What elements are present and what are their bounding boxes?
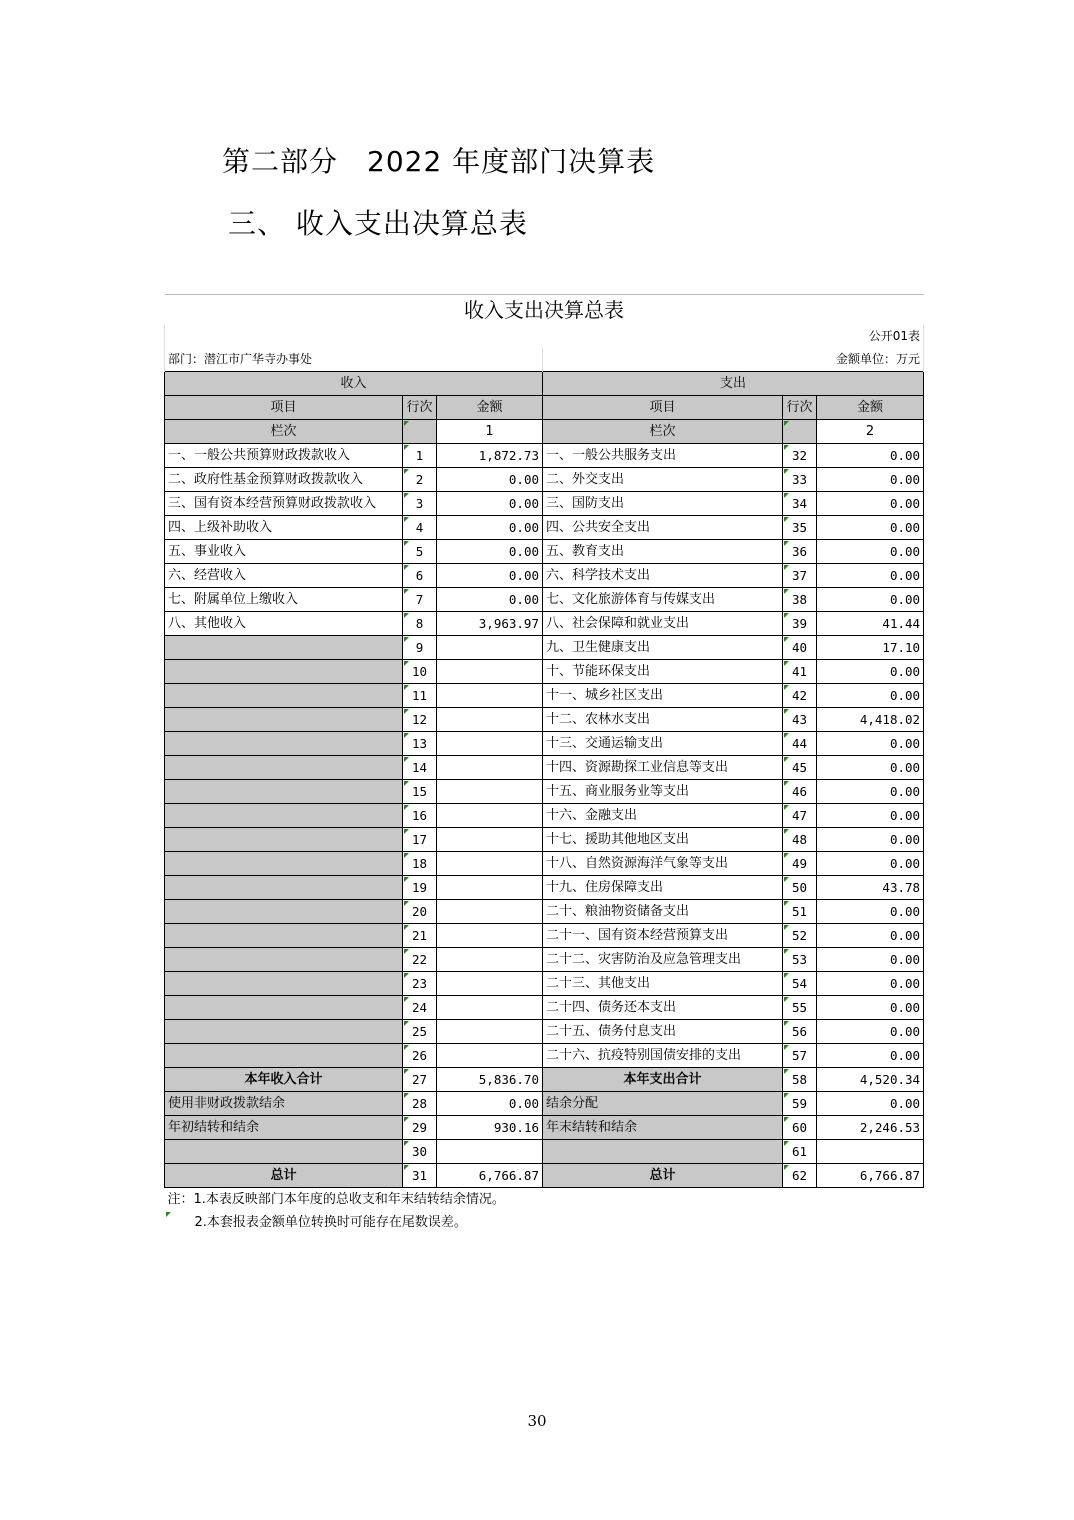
expense-item: 四、公共安全支出	[543, 516, 783, 540]
expense-amount: 0.00	[817, 852, 924, 876]
expense-amount: 4,418.02	[817, 708, 924, 732]
income-item: 四、上级补助收入	[165, 516, 403, 540]
income-amount	[437, 1044, 543, 1068]
table-row	[165, 876, 924, 900]
expense-line-no: 35	[783, 516, 817, 540]
expense-line-no: 48	[783, 828, 817, 852]
expense-amount: 0.00	[817, 1020, 924, 1044]
table-row	[165, 708, 924, 732]
expense-summary-line-no: 59	[783, 1092, 817, 1116]
table-row	[165, 564, 924, 588]
income-amount	[437, 660, 543, 684]
expense-amount: 0.00	[817, 684, 924, 708]
expense-lanci-label: 栏次	[543, 420, 783, 444]
expense-amount: 0.00	[817, 1044, 924, 1068]
expense-line-no: 52	[783, 924, 817, 948]
table-row	[165, 516, 924, 540]
expense-line-header: 行次	[783, 396, 817, 420]
income-line-no: 25	[403, 1020, 437, 1044]
income-summary-line-no: 29	[403, 1116, 437, 1140]
expense-line-no: 54	[783, 972, 817, 996]
table-row	[165, 444, 924, 468]
table-note: 注：1.本表反映部门本年度的总收支和年末结转结余情况。	[167, 1192, 505, 1207]
expense-amount: 0.00	[817, 516, 924, 540]
table-row	[165, 900, 924, 924]
income-line-no: 1	[403, 444, 437, 468]
table-row	[165, 852, 924, 876]
expense-summary-line-no: 61	[783, 1140, 817, 1164]
income-amount	[437, 1020, 543, 1044]
table-row	[165, 660, 924, 684]
table-row	[165, 996, 924, 1020]
income-line-no: 14	[403, 756, 437, 780]
table-row	[165, 756, 924, 780]
table-row	[165, 684, 924, 708]
table-row	[165, 540, 924, 564]
expense-amount: 17.10	[817, 636, 924, 660]
table-row	[165, 972, 924, 996]
expense-item: 二十、粮油物资储备支出	[543, 900, 783, 924]
expense-item: 二十二、灾害防治及应急管理支出	[543, 948, 783, 972]
summary-row	[165, 1068, 924, 1092]
income-item: 一、一般公共预算财政拨款收入	[165, 444, 403, 468]
income-line-header: 行次	[403, 396, 437, 420]
expense-item: 十四、资源勘探工业信息等支出	[543, 756, 783, 780]
income-item-header: 项目	[165, 396, 403, 420]
expense-summary-amount: 0.00	[817, 1092, 924, 1116]
income-summary-item: 本年收入合计	[165, 1068, 403, 1092]
expense-item: 一、一般公共服务支出	[543, 444, 783, 468]
income-amount: 0.00	[437, 492, 543, 516]
income-line-no: 6	[403, 564, 437, 588]
income-item	[165, 804, 403, 828]
income-line-no: 7	[403, 588, 437, 612]
expense-line-no: 42	[783, 684, 817, 708]
income-summary-item: 年初结转和结余	[165, 1116, 403, 1140]
expense-amount: 0.00	[817, 540, 924, 564]
income-item	[165, 852, 403, 876]
income-item	[165, 684, 403, 708]
expense-amount: 0.00	[817, 732, 924, 756]
expense-line-no: 39	[783, 612, 817, 636]
income-amount: 0.00	[437, 516, 543, 540]
expense-line-no: 40	[783, 636, 817, 660]
expense-item: 八、社会保障和就业支出	[543, 612, 783, 636]
income-item	[165, 732, 403, 756]
expense-summary-item: 结余分配	[543, 1092, 783, 1116]
expense-summary-item: 本年支出合计	[543, 1068, 783, 1092]
expense-line-no: 56	[783, 1020, 817, 1044]
expense-amount: 0.00	[817, 900, 924, 924]
income-amount	[437, 756, 543, 780]
income-line-no: 10	[403, 660, 437, 684]
income-item	[165, 756, 403, 780]
income-amount: 0.00	[437, 588, 543, 612]
expense-summary-line-no: 62	[783, 1164, 817, 1188]
expense-item: 二十一、国有资本经营预算支出	[543, 924, 783, 948]
income-line-no: 4	[403, 516, 437, 540]
income-item: 六、经营收入	[165, 564, 403, 588]
income-line-no: 9	[403, 636, 437, 660]
income-line-no: 12	[403, 708, 437, 732]
expense-amount: 41.44	[817, 612, 924, 636]
income-line-no: 23	[403, 972, 437, 996]
expense-line-no: 44	[783, 732, 817, 756]
income-item	[165, 828, 403, 852]
expense-line-no: 34	[783, 492, 817, 516]
expense-amount: 0.00	[817, 828, 924, 852]
table-row	[165, 612, 924, 636]
expense-item: 二十四、债务还本支出	[543, 996, 783, 1020]
income-line-no: 18	[403, 852, 437, 876]
income-amount	[437, 780, 543, 804]
table-row	[165, 468, 924, 492]
expense-item: 二十三、其他支出	[543, 972, 783, 996]
income-summary-line-no: 30	[403, 1140, 437, 1164]
income-amount	[437, 924, 543, 948]
income-summary-line-no: 31	[403, 1164, 437, 1188]
expense-line-no: 55	[783, 996, 817, 1020]
income-amount: 0.00	[437, 540, 543, 564]
income-item: 二、政府性基金预算财政拨款收入	[165, 468, 403, 492]
income-summary-item	[165, 1140, 403, 1164]
income-line-no: 11	[403, 684, 437, 708]
income-item	[165, 972, 403, 996]
income-amount: 3,963.97	[437, 612, 543, 636]
income-item	[165, 876, 403, 900]
income-column-number: 1	[437, 420, 543, 444]
expense-amount: 0.00	[817, 468, 924, 492]
expense-line-no: 43	[783, 708, 817, 732]
expense-amount: 0.00	[817, 444, 924, 468]
expense-item: 十五、商业服务业等支出	[543, 780, 783, 804]
income-amount	[437, 996, 543, 1020]
expense-summary-line-no: 60	[783, 1116, 817, 1140]
expense-amount: 0.00	[817, 588, 924, 612]
unit-label: 金额单位：万元	[543, 348, 924, 372]
expense-amount: 43.78	[817, 876, 924, 900]
expense-summary-amount: 6,766.87	[817, 1164, 924, 1188]
income-line-no: 19	[403, 876, 437, 900]
page-number: 30	[527, 1412, 547, 1430]
income-line-no: 3	[403, 492, 437, 516]
income-line-no: 21	[403, 924, 437, 948]
income-amount	[437, 804, 543, 828]
expense-line-no: 47	[783, 804, 817, 828]
expense-item: 十八、自然资源海洋气象等支出	[543, 852, 783, 876]
expense-line-no: 37	[783, 564, 817, 588]
income-amount	[437, 828, 543, 852]
expense-item: 十二、农林水支出	[543, 708, 783, 732]
expense-summary-item	[543, 1140, 783, 1164]
income-line-no: 17	[403, 828, 437, 852]
form-code: 公开01表	[165, 325, 924, 348]
income-amount: 1,872.73	[437, 444, 543, 468]
table-row	[165, 804, 924, 828]
expense-amount: 0.00	[817, 948, 924, 972]
expense-summary-item: 年末结转和结余	[543, 1116, 783, 1140]
income-amount	[437, 900, 543, 924]
summary-table	[164, 294, 924, 1234]
expense-item: 十九、住房保障支出	[543, 876, 783, 900]
income-lanci-label: 栏次	[165, 420, 403, 444]
expense-item: 二十五、债务付息支出	[543, 1020, 783, 1044]
table-row	[165, 1020, 924, 1044]
summary-row	[165, 1116, 924, 1140]
department-label: 部门：潜江市广华寺办事处	[165, 348, 543, 372]
income-summary-item: 使用非财政拨款结余	[165, 1092, 403, 1116]
income-item	[165, 1044, 403, 1068]
income-item	[165, 996, 403, 1020]
expense-item: 十七、援助其他地区支出	[543, 828, 783, 852]
expense-item: 十六、金融支出	[543, 804, 783, 828]
income-line-no: 20	[403, 900, 437, 924]
expense-amount: 0.00	[817, 564, 924, 588]
expense-amount: 0.00	[817, 924, 924, 948]
income-summary-amount: 5,836.70	[437, 1068, 543, 1092]
table-row	[165, 948, 924, 972]
income-summary-item: 总计	[165, 1164, 403, 1188]
section-heading: 三、 收入支出决算总表	[228, 207, 528, 240]
income-item	[165, 708, 403, 732]
income-line-no: 22	[403, 948, 437, 972]
expense-line-no: 41	[783, 660, 817, 684]
expense-amount: 0.00	[817, 780, 924, 804]
expense-line-no: 51	[783, 900, 817, 924]
table-row	[165, 588, 924, 612]
expense-item-header: 项目	[543, 396, 783, 420]
expense-item: 二十六、抗疫特别国债安排的支出	[543, 1044, 783, 1068]
income-summary-amount: 0.00	[437, 1092, 543, 1116]
income-item	[165, 780, 403, 804]
expense-line-no: 45	[783, 756, 817, 780]
income-line-no: 16	[403, 804, 437, 828]
income-amount	[437, 684, 543, 708]
expense-line-no: 46	[783, 780, 817, 804]
expense-line-no: 50	[783, 876, 817, 900]
expense-summary-amount: 2,246.53	[817, 1116, 924, 1140]
table-row	[165, 492, 924, 516]
expense-line-no: 32	[783, 444, 817, 468]
table-row	[165, 732, 924, 756]
income-amount	[437, 636, 543, 660]
summary-row	[165, 1164, 924, 1188]
income-amount	[437, 948, 543, 972]
income-amount	[437, 876, 543, 900]
income-item: 八、其他收入	[165, 612, 403, 636]
expense-item: 十一、城乡社区支出	[543, 684, 783, 708]
expense-summary-amount	[817, 1140, 924, 1164]
income-line-no: 2	[403, 468, 437, 492]
table-row	[165, 780, 924, 804]
table-row	[165, 828, 924, 852]
income-line-no: 13	[403, 732, 437, 756]
expense-amount: 0.00	[817, 804, 924, 828]
income-item	[165, 1020, 403, 1044]
expense-summary-line-no: 58	[783, 1068, 817, 1092]
income-summary-line-no: 28	[403, 1092, 437, 1116]
part-heading: 第二部分 2022 年度部门决算表	[222, 145, 656, 178]
income-line-no: 26	[403, 1044, 437, 1068]
expense-line-no: 38	[783, 588, 817, 612]
table-note: 2.本套报表金额单位转换时可能存在尾数误差。	[165, 1211, 924, 1234]
income-line-no: 5	[403, 540, 437, 564]
expense-line-no: 57	[783, 1044, 817, 1068]
expense-summary-item: 总计	[543, 1164, 783, 1188]
expense-item: 七、文化旅游体育与传媒支出	[543, 588, 783, 612]
expense-summary-amount: 4,520.34	[817, 1068, 924, 1092]
expense-amount: 0.00	[817, 660, 924, 684]
expense-item: 十、节能环保支出	[543, 660, 783, 684]
expense-amount: 0.00	[817, 996, 924, 1020]
expense-item: 六、科学技术支出	[543, 564, 783, 588]
expense-amount: 0.00	[817, 492, 924, 516]
expense-column-number: 2	[817, 420, 924, 444]
expense-item: 九、卫生健康支出	[543, 636, 783, 660]
expense-header: 支出	[543, 372, 924, 396]
income-amount	[437, 972, 543, 996]
income-item	[165, 636, 403, 660]
income-line-no: 15	[403, 780, 437, 804]
summary-row	[165, 1092, 924, 1116]
income-item: 五、事业收入	[165, 540, 403, 564]
expense-item: 三、国防支出	[543, 492, 783, 516]
income-line-no: 8	[403, 612, 437, 636]
expense-item: 二、外交支出	[543, 468, 783, 492]
income-amount: 0.00	[437, 468, 543, 492]
income-amount	[437, 852, 543, 876]
income-header: 收入	[165, 372, 543, 396]
income-item: 七、附属单位上缴收入	[165, 588, 403, 612]
income-amount-header: 金额	[437, 396, 543, 420]
income-summary-amount: 930.16	[437, 1116, 543, 1140]
income-summary-line-no: 27	[403, 1068, 437, 1092]
income-item	[165, 948, 403, 972]
income-item	[165, 900, 403, 924]
income-amount: 0.00	[437, 564, 543, 588]
expense-line-no: 33	[783, 468, 817, 492]
budget-sheet	[164, 294, 923, 1234]
expense-line-no: 36	[783, 540, 817, 564]
summary-row	[165, 1140, 924, 1164]
income-item	[165, 924, 403, 948]
income-summary-amount: 6,766.87	[437, 1164, 543, 1188]
income-item: 三、国有资本经营预算财政拨款收入	[165, 492, 403, 516]
sheet-title: 收入支出决算总表	[165, 295, 924, 326]
table-row	[165, 924, 924, 948]
expense-amount: 0.00	[817, 756, 924, 780]
expense-item: 十三、交通运输支出	[543, 732, 783, 756]
income-amount	[437, 708, 543, 732]
expense-line-no: 53	[783, 948, 817, 972]
income-item	[165, 660, 403, 684]
table-row	[165, 1044, 924, 1068]
expense-item: 五、教育支出	[543, 540, 783, 564]
income-summary-amount	[437, 1140, 543, 1164]
income-line-no: 24	[403, 996, 437, 1020]
expense-amount: 0.00	[817, 972, 924, 996]
table-row	[165, 636, 924, 660]
expense-amount-header: 金额	[817, 396, 924, 420]
expense-line-no: 49	[783, 852, 817, 876]
income-amount	[437, 732, 543, 756]
